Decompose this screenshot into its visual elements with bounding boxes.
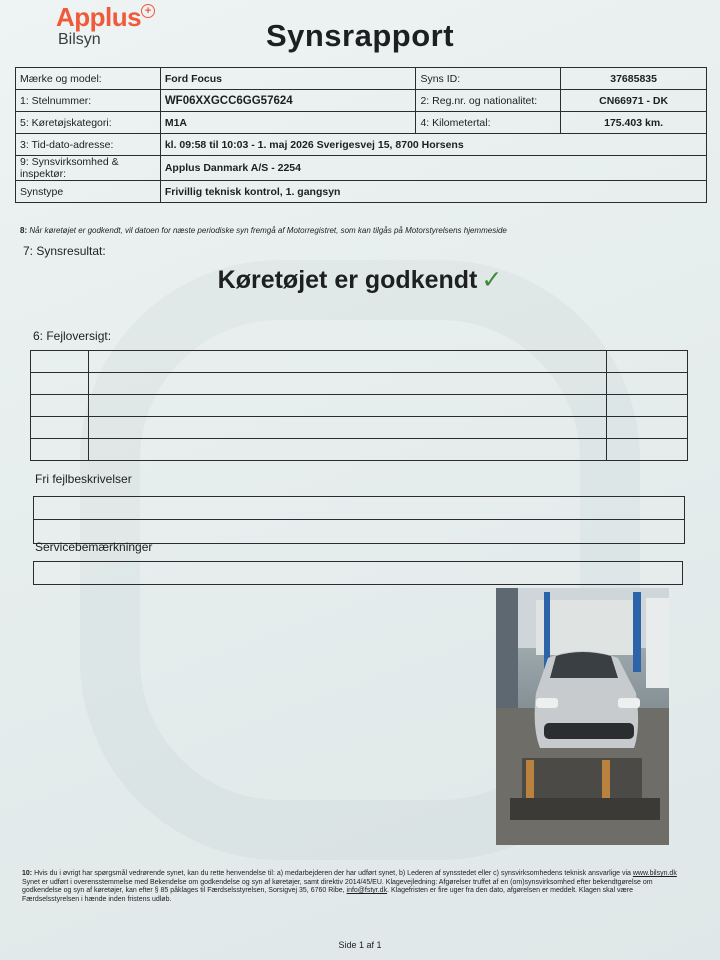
- page-number: Side 1 af 1: [338, 940, 382, 950]
- footer-text-2: Synet er udført i overensstemmelse med Bekendelse om godkendelse og syn af køretøjer, samt direktiv 2014/45/EU. Klagevejledning: Afgørelser truffet af en (om)synsvirksomhed efter bekendtgørelse om godkendelse og syn af køretøjer, kan efter § 85 påklages til Færdselsstyrelsen, Sorsigvej 35, 6760 Ribe,: [22, 878, 653, 895]
- fstyr-email-link[interactable]: info@fstyr.dk: [346, 887, 388, 895]
- footer-paragraph: [22, 870, 692, 879]
- free-fault-description-box: [33, 496, 685, 544]
- logo-plus-icon: +: [141, 4, 155, 18]
- make-model-label: Mærke og model:: [16, 68, 161, 90]
- vehicle-info-table: [15, 67, 707, 203]
- table-row: [16, 112, 707, 134]
- table-cell: [607, 351, 688, 373]
- logo-subtitle: Bilsyn: [58, 31, 101, 48]
- footer-paragraph: [22, 879, 692, 905]
- page-title: Synsrapport: [265, 18, 455, 53]
- logo-brand: Applus: [56, 2, 142, 32]
- table-cell: [88, 417, 606, 439]
- table-cell: [88, 373, 606, 395]
- vin-label: 1: Stelnummer:: [16, 90, 161, 112]
- table-row: [31, 439, 688, 461]
- vehicle-category-value: M1A: [160, 112, 416, 134]
- footer-number: 10:: [22, 870, 33, 877]
- inspection-result: [0, 265, 720, 295]
- table-row: [16, 181, 707, 203]
- inspection-result-label: 7: Synsresultat:: [23, 244, 106, 258]
- table-cell: [31, 373, 89, 395]
- registry-note: [20, 226, 507, 235]
- table-row: [16, 90, 707, 112]
- time-date-address-label: 3: Tid-dato-adresse:: [16, 134, 161, 156]
- vehicle-photo-illustration: [496, 588, 669, 845]
- table-row: [16, 68, 707, 90]
- free-fault-description-label: Fri fejlbeskrivelser: [35, 472, 132, 486]
- table-cell: [31, 417, 89, 439]
- fault-overview-label: 6: Fejloversigt:: [33, 329, 112, 343]
- service-remarks-label: Servicebemærkninger: [35, 540, 153, 554]
- footer-text-3: . Klagefristen er fire uger fra den dato, afgørelsen er meddelt. Klagen skal være Færdselsstyrelsen i hænde inden fristens udløb.: [22, 887, 633, 903]
- table-row: [16, 134, 707, 156]
- inspector-label: 9: Synsvirksomhed & inspektør:: [16, 156, 161, 181]
- vehicle-category-label: 5: Køretøjskategori:: [16, 112, 161, 134]
- note-number: 8:: [20, 226, 28, 235]
- table-row: [31, 351, 688, 373]
- table-cell: [607, 439, 688, 461]
- inspector-value: Applus Danmark A/S - 2254: [160, 156, 706, 181]
- vehicle-photo: [496, 588, 669, 845]
- result-text: Køretøjet er godkendt: [217, 266, 478, 294]
- footer-text-1: Hvis du i øvrigt har spørgsmål vedrørende synet, kan du rette henvendelse til: a) medarbejderen der har udført synet, b) Lederen af synsstedet eller c) synsvirksomhedens teknisk ansvarlige via: [32, 870, 633, 877]
- table-cell: [607, 417, 688, 439]
- table-cell: [31, 395, 89, 417]
- odometer-label: 4: Kilometertal:: [416, 112, 561, 134]
- registration-value: CN66971 - DK: [561, 90, 707, 112]
- inspection-type-label: Synstype: [16, 181, 161, 203]
- table-row: [31, 417, 688, 439]
- table-row: [31, 395, 688, 417]
- vin-value: WF06XXGCC6GG57624: [160, 90, 416, 112]
- note-text: Når køretøjet er godkendt, vil datoen for næste periodiske syn fremgå af Motorregistret, som kan tilgås på Motorstyrelsens hjemmeside: [27, 226, 507, 235]
- inspection-id-value: 37685835: [561, 68, 707, 90]
- inspection-id-label: Syns ID:: [416, 68, 561, 90]
- table-cell: [607, 395, 688, 417]
- make-model-value: Ford Focus: [160, 68, 416, 90]
- inspection-type-value: Frivillig teknisk kontrol, 1. gangsyn: [160, 181, 706, 203]
- table-cell: [88, 395, 606, 417]
- table-cell: [31, 439, 89, 461]
- registration-label: 2: Reg.nr. og nationalitet:: [416, 90, 561, 112]
- table-cell: [88, 439, 606, 461]
- odometer-value: 175.403 km.: [561, 112, 707, 134]
- table-cell: [88, 351, 606, 373]
- footer-text: [22, 870, 692, 904]
- divider: [34, 519, 684, 520]
- table-row: [16, 156, 707, 181]
- bilsyn-link[interactable]: www.bilsyn.dk: [632, 870, 677, 877]
- time-date-address-value: kl. 09:58 til 10:03 - 1. maj 2026 Sverigesvej 15, 8700 Horsens: [160, 134, 706, 156]
- table-cell: [31, 351, 89, 373]
- service-remarks-box: [33, 561, 683, 585]
- table-cell: [607, 373, 688, 395]
- checkmark-icon: ✓: [481, 266, 503, 294]
- fault-overview-table: [30, 350, 688, 461]
- table-row: [31, 373, 688, 395]
